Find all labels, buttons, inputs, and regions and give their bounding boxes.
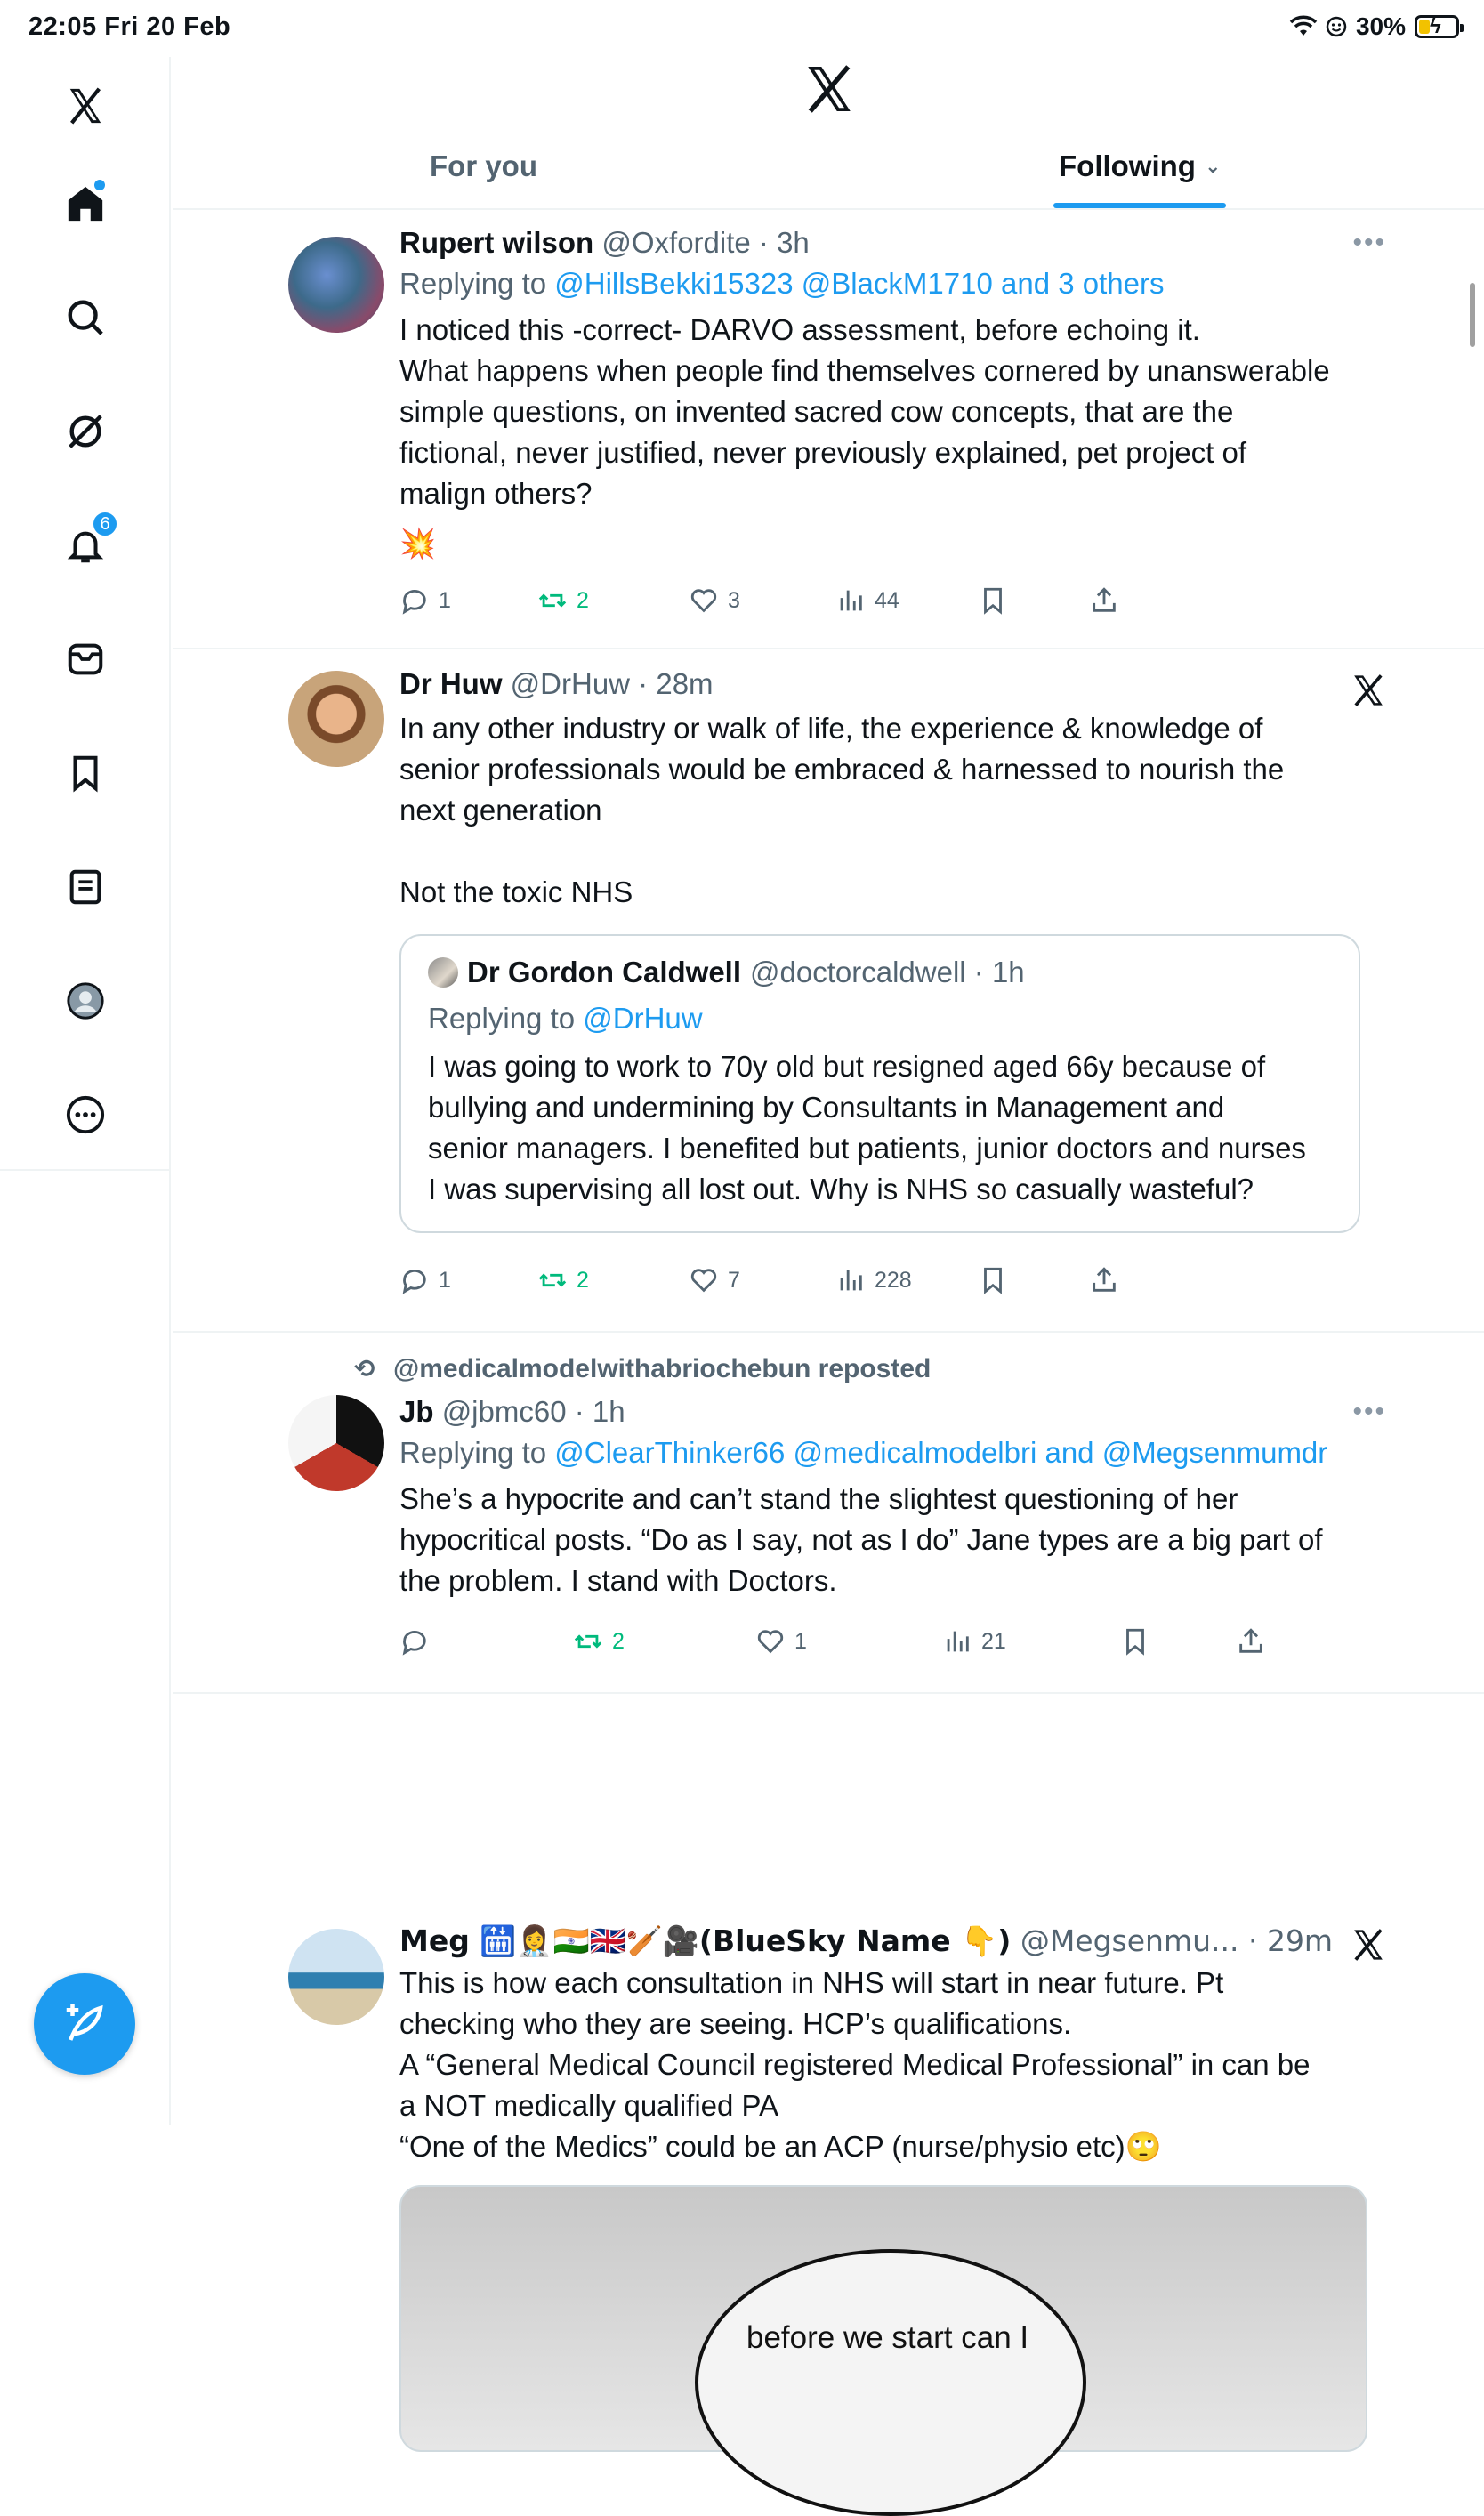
author-handle-time[interactable]: @DrHuw · 28m xyxy=(510,667,714,700)
quoted-author-name: Dr Gordon Caldwell xyxy=(467,956,742,988)
sidebar-divider xyxy=(0,1169,171,1171)
replying-to-link[interactable]: @DrHuw xyxy=(583,1002,703,1035)
bookmark-button[interactable] xyxy=(978,585,1008,616)
more-options-icon[interactable]: ••• xyxy=(1352,1397,1386,1426)
replying-to xyxy=(399,267,1360,301)
compose-feather-icon xyxy=(60,2000,109,2048)
repost-icon xyxy=(537,1265,568,1295)
avatar[interactable] xyxy=(288,237,384,333)
notifications-icon[interactable] xyxy=(58,513,113,573)
status-time: 22:05 Fri 20 Feb xyxy=(28,12,231,41)
post-header xyxy=(399,1395,1360,1429)
tab-following[interactable] xyxy=(1059,149,1221,183)
reply-count: 1 xyxy=(439,587,451,613)
repost-icon xyxy=(573,1626,603,1657)
quoted-author-handle-time: @doctorcaldwell · 1h xyxy=(750,956,1025,988)
home-icon[interactable] xyxy=(58,176,113,231)
media-caption: before we start can I xyxy=(746,2320,1029,2355)
author-handle-time[interactable]: @Megsenmu... · 29m xyxy=(1020,1923,1334,1958)
repost-indicator xyxy=(354,1354,931,1384)
post-text: I noticed this -correct- DARVO assessment, before echoing it. What happens when people find themselves cornered by unanswerable simple questions, on invented sacred cow concepts, that are the fictional, never justified, never previously explained, pet project of malign others? xyxy=(399,313,1330,510)
battery-percent: 30% xyxy=(1355,12,1406,40)
reply-button[interactable] xyxy=(399,1626,439,1657)
replying-prefix: Replying to xyxy=(399,267,555,300)
repost-count: 2 xyxy=(612,1628,625,1654)
views-icon xyxy=(942,1626,972,1657)
author-handle-time[interactable]: @Oxfordite · 3h xyxy=(601,226,810,259)
like-count: 1 xyxy=(794,1628,807,1654)
tab-for-you[interactable] xyxy=(430,149,537,183)
status-right xyxy=(1290,12,1459,41)
post-content xyxy=(399,226,1360,564)
reply-icon xyxy=(399,1265,430,1295)
heart-icon xyxy=(689,585,719,616)
reply-icon xyxy=(399,1626,430,1657)
x-logo-icon[interactable] xyxy=(58,78,113,133)
post-content xyxy=(399,1395,1360,1601)
like-button[interactable] xyxy=(689,1265,740,1295)
status-bar xyxy=(0,0,1484,57)
repost-label: @medicalmodelwithabriochebun reposted xyxy=(393,1354,932,1383)
timeline-header xyxy=(173,57,1484,210)
share-icon xyxy=(1089,1265,1119,1295)
bookmark-button[interactable] xyxy=(978,1265,1008,1295)
post-content xyxy=(399,1923,1360,2452)
reply-icon xyxy=(399,585,430,616)
tab-for-you-label: For you xyxy=(430,149,537,182)
author-name[interactable]: Jb xyxy=(399,1395,434,1428)
author-handle-time[interactable]: @jbmc60 · 1h xyxy=(441,1395,625,1428)
like-count: 7 xyxy=(728,1267,740,1293)
notifications-badge: 6 xyxy=(92,511,118,537)
sidebar xyxy=(0,57,171,2125)
chevron-down-icon[interactable]: ⌄ xyxy=(1204,155,1222,177)
views-count: 44 xyxy=(875,587,899,613)
views-icon xyxy=(835,1265,866,1295)
share-button[interactable] xyxy=(1089,585,1119,616)
post-actions xyxy=(399,585,1360,626)
author-name[interactable]: Dr Huw xyxy=(399,667,503,700)
lists-icon[interactable] xyxy=(58,859,113,915)
repost-button[interactable] xyxy=(573,1626,625,1657)
repost-button[interactable] xyxy=(537,1265,589,1295)
post-media-image[interactable] xyxy=(399,2185,1367,2452)
replying-prefix: Replying to xyxy=(399,1436,555,1469)
avatar[interactable] xyxy=(288,671,384,767)
speech-bubble xyxy=(695,2249,1086,2516)
views-button[interactable] xyxy=(942,1626,1006,1657)
post-header xyxy=(399,1923,1360,1959)
messages-icon[interactable] xyxy=(58,632,113,687)
more-options-icon[interactable] xyxy=(58,1087,113,1142)
views-button[interactable] xyxy=(835,1265,912,1295)
heart-icon xyxy=(689,1265,719,1295)
x-logo-icon xyxy=(802,62,856,116)
repost-button[interactable] xyxy=(537,585,589,616)
post-actions xyxy=(399,1626,1378,1667)
repost-icon: ⟲ xyxy=(354,1355,375,1383)
share-button[interactable] xyxy=(1236,1626,1266,1657)
post-actions xyxy=(399,1265,1360,1306)
post-jb[interactable] xyxy=(173,1333,1484,1694)
quoted-post-header xyxy=(428,956,1332,989)
compose-button[interactable] xyxy=(34,1973,135,2075)
quoted-post-text: I was going to work to 70y old but resigned aged 66y because of bullying and undermining by Consultants in Management and senior managers. I benefited but patients, junior doctors and nurses I was supervising all lost out. Why is NHS so casually wasteful? xyxy=(428,1050,1306,1206)
avatar[interactable] xyxy=(288,1929,384,2025)
post-header xyxy=(399,226,1360,260)
author-name[interactable]: Rupert wilson xyxy=(399,226,594,259)
bookmarks-icon[interactable] xyxy=(58,746,113,801)
more-options-icon[interactable]: ••• xyxy=(1352,228,1386,257)
views-button[interactable] xyxy=(835,585,899,616)
replying-to-links[interactable]: @ClearThinker66 @medicalmodelbri and @Megsenmumdr xyxy=(554,1436,1328,1469)
share-button[interactable] xyxy=(1089,1265,1119,1295)
avatar[interactable] xyxy=(288,1395,384,1491)
explosion-emoji: 💥 xyxy=(399,526,437,560)
post-text: This is how each consultation in NHS will start in near future. Pt checking who they are seeing. HCP’s qualifications. A “General Medical Council registered Medical Professional” in can be a NOT medically qualified PA “One of the Medics” could be an ACP (nurse/physio etc)🙄 xyxy=(399,1966,1311,2163)
bookmark-icon xyxy=(1120,1626,1150,1657)
heart-icon xyxy=(755,1626,786,1657)
post-header xyxy=(399,667,1360,701)
replying-prefix: Replying to xyxy=(428,1002,584,1035)
tab-following-label: Following xyxy=(1059,149,1196,182)
quoted-avatar xyxy=(428,957,458,988)
share-icon xyxy=(1089,585,1119,616)
bookmark-icon xyxy=(978,1265,1008,1295)
search-icon[interactable] xyxy=(58,290,113,345)
author-name[interactable]: Meg 🛗👩‍⚕️🇮🇳🇬🇧🏏🎥(BlueSky Name 👇) xyxy=(399,1923,1012,1958)
views-count: 21 xyxy=(981,1628,1006,1654)
focus-icon xyxy=(1326,16,1347,37)
replying-to-links[interactable]: @HillsBekki15323 @BlackM1710 and 3 others xyxy=(554,267,1165,300)
like-button[interactable] xyxy=(689,585,740,616)
share-icon xyxy=(1236,1626,1266,1657)
scrollbar[interactable] xyxy=(1470,283,1475,347)
wifi-icon xyxy=(1290,16,1317,37)
repost-icon xyxy=(537,585,568,616)
post-rupert-wilson[interactable] xyxy=(173,174,1484,649)
post-meg[interactable] xyxy=(173,1694,1484,2355)
x-logo-icon xyxy=(1351,1927,1386,1963)
bookmark-button[interactable] xyxy=(1120,1626,1150,1657)
reply-button[interactable] xyxy=(399,585,451,616)
post-text: In any other industry or walk of life, the experience & knowledge of senior professionals would be embraced & harnessed to nourish the next generation Not the toxic NHS xyxy=(399,712,1285,908)
replying-to xyxy=(399,1436,1360,1470)
reply-button[interactable] xyxy=(399,1265,451,1295)
repost-count: 2 xyxy=(577,1267,589,1293)
views-count: 228 xyxy=(875,1267,912,1293)
post-content xyxy=(399,667,1360,1233)
battery-icon: ϟ xyxy=(1415,15,1459,38)
repost-count: 2 xyxy=(577,587,589,613)
like-button[interactable] xyxy=(755,1626,807,1657)
profile-icon[interactable] xyxy=(58,973,113,1028)
quoted-post[interactable] xyxy=(399,934,1360,1233)
x-logo-icon xyxy=(1351,673,1386,708)
grok-icon[interactable] xyxy=(58,404,113,459)
like-count: 3 xyxy=(728,587,740,613)
post-dr-huw[interactable] xyxy=(173,649,1484,1333)
reply-count: 1 xyxy=(439,1267,451,1293)
bookmark-icon xyxy=(978,585,1008,616)
post-text: She’s a hypocrite and can’t stand the slightest questioning of her hypocritical posts. “Do as I say, not as I do” Jane types are a big part of the problem. I stand with Doctors. xyxy=(399,1482,1323,1597)
active-tab-indicator xyxy=(1053,203,1226,208)
home-unread-dot xyxy=(94,180,105,190)
views-icon xyxy=(835,585,866,616)
quoted-replying-to xyxy=(428,1002,1332,1036)
